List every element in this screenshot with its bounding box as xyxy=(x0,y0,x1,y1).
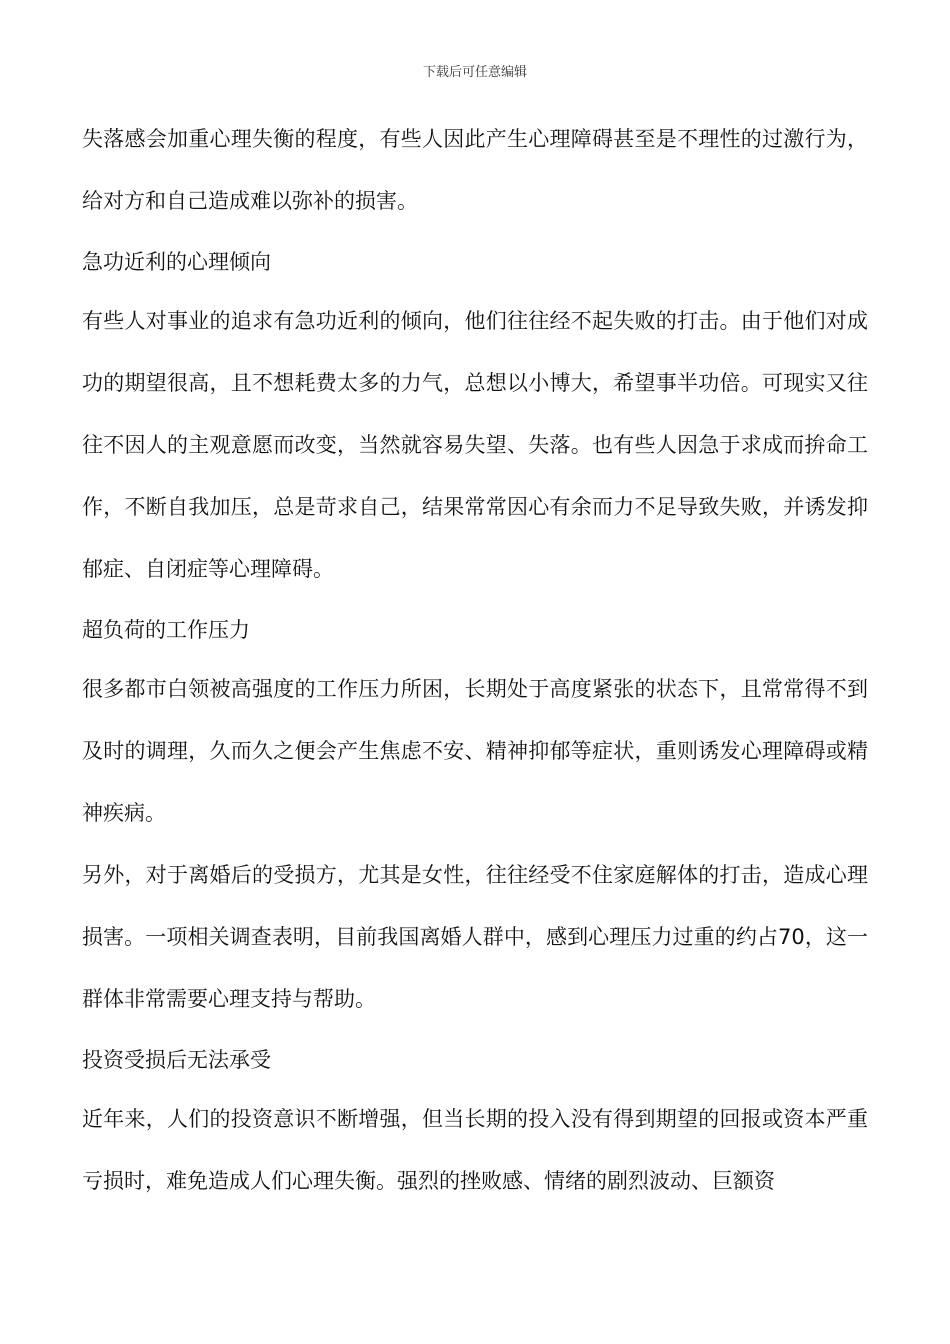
section-heading: 投资受损后无法承受 xyxy=(82,1048,271,1072)
section-heading: 超负荷的工作压力 xyxy=(82,618,250,642)
paragraph: 近年来，人们的投资意识不断增强，但当长期的投入没有得到期望的回报或资本严重亏损时，难免造成人们心理失衡。强烈的挫败感、情绪的剧烈波动、巨额资 xyxy=(82,1107,868,1193)
paragraph: 失落感会加重心理失衡的程度，有些人因此产生心理障碍甚至是不理性的过激行为，给对方和自己造成难以弥补的损害。 xyxy=(82,127,868,213)
document-body xyxy=(82,108,868,1212)
paragraph: 很多都市白领被高强度的工作压力所困，长期处于高度紧张的状态下，且常常得不到及时的调理，久而久之便会产生焦虑不安、精神抑郁等症状，重则诱发心理障碍或精神疾病。 xyxy=(82,677,868,825)
page-header: 下载后可任意编辑 xyxy=(422,65,527,80)
section-heading: 急功近利的心理倾向 xyxy=(82,250,271,274)
paragraph: 另外，对于离婚后的受损方，尤其是女性，往往经受不住家庭解体的打击，造成心理损害。一项相关调查表明，目前我国离婚人群中，感到心理压力过重的约占70，这一群体非常需要心理支持与帮助。 xyxy=(82,863,868,1011)
paragraph: 有些人对事业的追求有急功近利的倾向，他们往往经不起失败的打击。由于他们对成功的期望很高，且不想耗费太多的力气，总想以小博大，希望事半功倍。可现实又往往不因人的主观意愿而改变，当然就容易失望、失落。也有些人因急于求成而拚命工作，不断自我加压，总是苛求自己，结果常常因心有余而力不足导致失败，并诱发抑郁症、自闭症等心理障碍。 xyxy=(82,309,868,581)
